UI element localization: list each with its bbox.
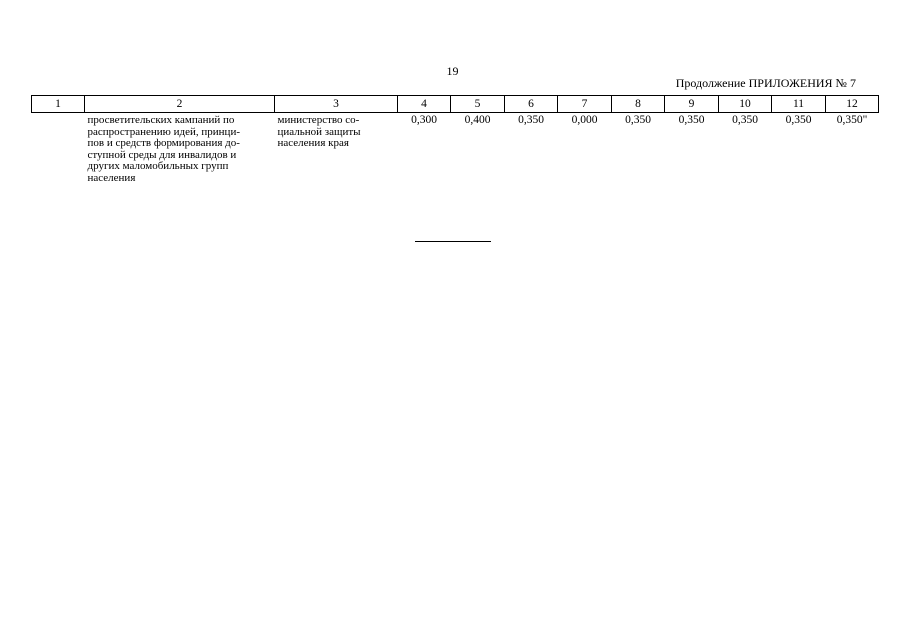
column-header: 11 — [772, 96, 826, 113]
value-cell: 0,350 — [625, 114, 651, 126]
value-cell: 0,350 — [678, 114, 705, 126]
column-header: 10 — [719, 96, 772, 113]
page-number: 19 — [446, 64, 459, 78]
column-header: 3 — [275, 96, 398, 113]
description-line: населения — [87, 171, 136, 184]
column-header: 6 — [505, 96, 558, 113]
description-line: других маломобильных групп — [87, 160, 229, 172]
column-header: 9 — [665, 96, 719, 113]
column-header: 1 — [32, 96, 85, 113]
value-cell: 0,400 — [464, 114, 491, 126]
value-cell: 0,350 — [785, 114, 812, 126]
description-line: распространению идей, принци- — [87, 125, 240, 138]
description-line: ступной среды для инвалидов и — [87, 148, 237, 161]
column-header: 2 — [85, 96, 275, 113]
table-row — [32, 113, 879, 185]
value-cell: 0,000 — [571, 114, 598, 126]
column-header: 8 — [612, 96, 665, 113]
organization-line: министерство со- — [277, 114, 360, 126]
value-cell: 0,350 — [518, 114, 544, 126]
activity-description-cell — [85, 113, 275, 185]
table-header-row — [32, 96, 879, 113]
value-cell: 0,350" — [836, 114, 868, 126]
appendix-table — [31, 95, 879, 184]
organization-line: населения края — [277, 137, 349, 149]
column-header: 4 — [398, 96, 451, 113]
column-header: 5 — [451, 96, 505, 113]
value-cell: 0,300 — [411, 114, 437, 126]
description-line: просветительских кампаний по — [87, 114, 235, 126]
end-of-document-rule — [415, 241, 491, 242]
row-number-cell — [32, 113, 85, 185]
value-cell: 0,350 — [732, 114, 758, 126]
organization-line: циальной защиты — [277, 125, 361, 138]
column-header: 12 — [826, 96, 879, 113]
column-header: 7 — [558, 96, 612, 113]
appendix-continuation-label: Продолжение ПРИЛОЖЕНИЯ № 7 — [675, 76, 856, 90]
description-line: пов и средств формирования до- — [87, 137, 240, 149]
responsible-organization-cell — [275, 113, 398, 185]
